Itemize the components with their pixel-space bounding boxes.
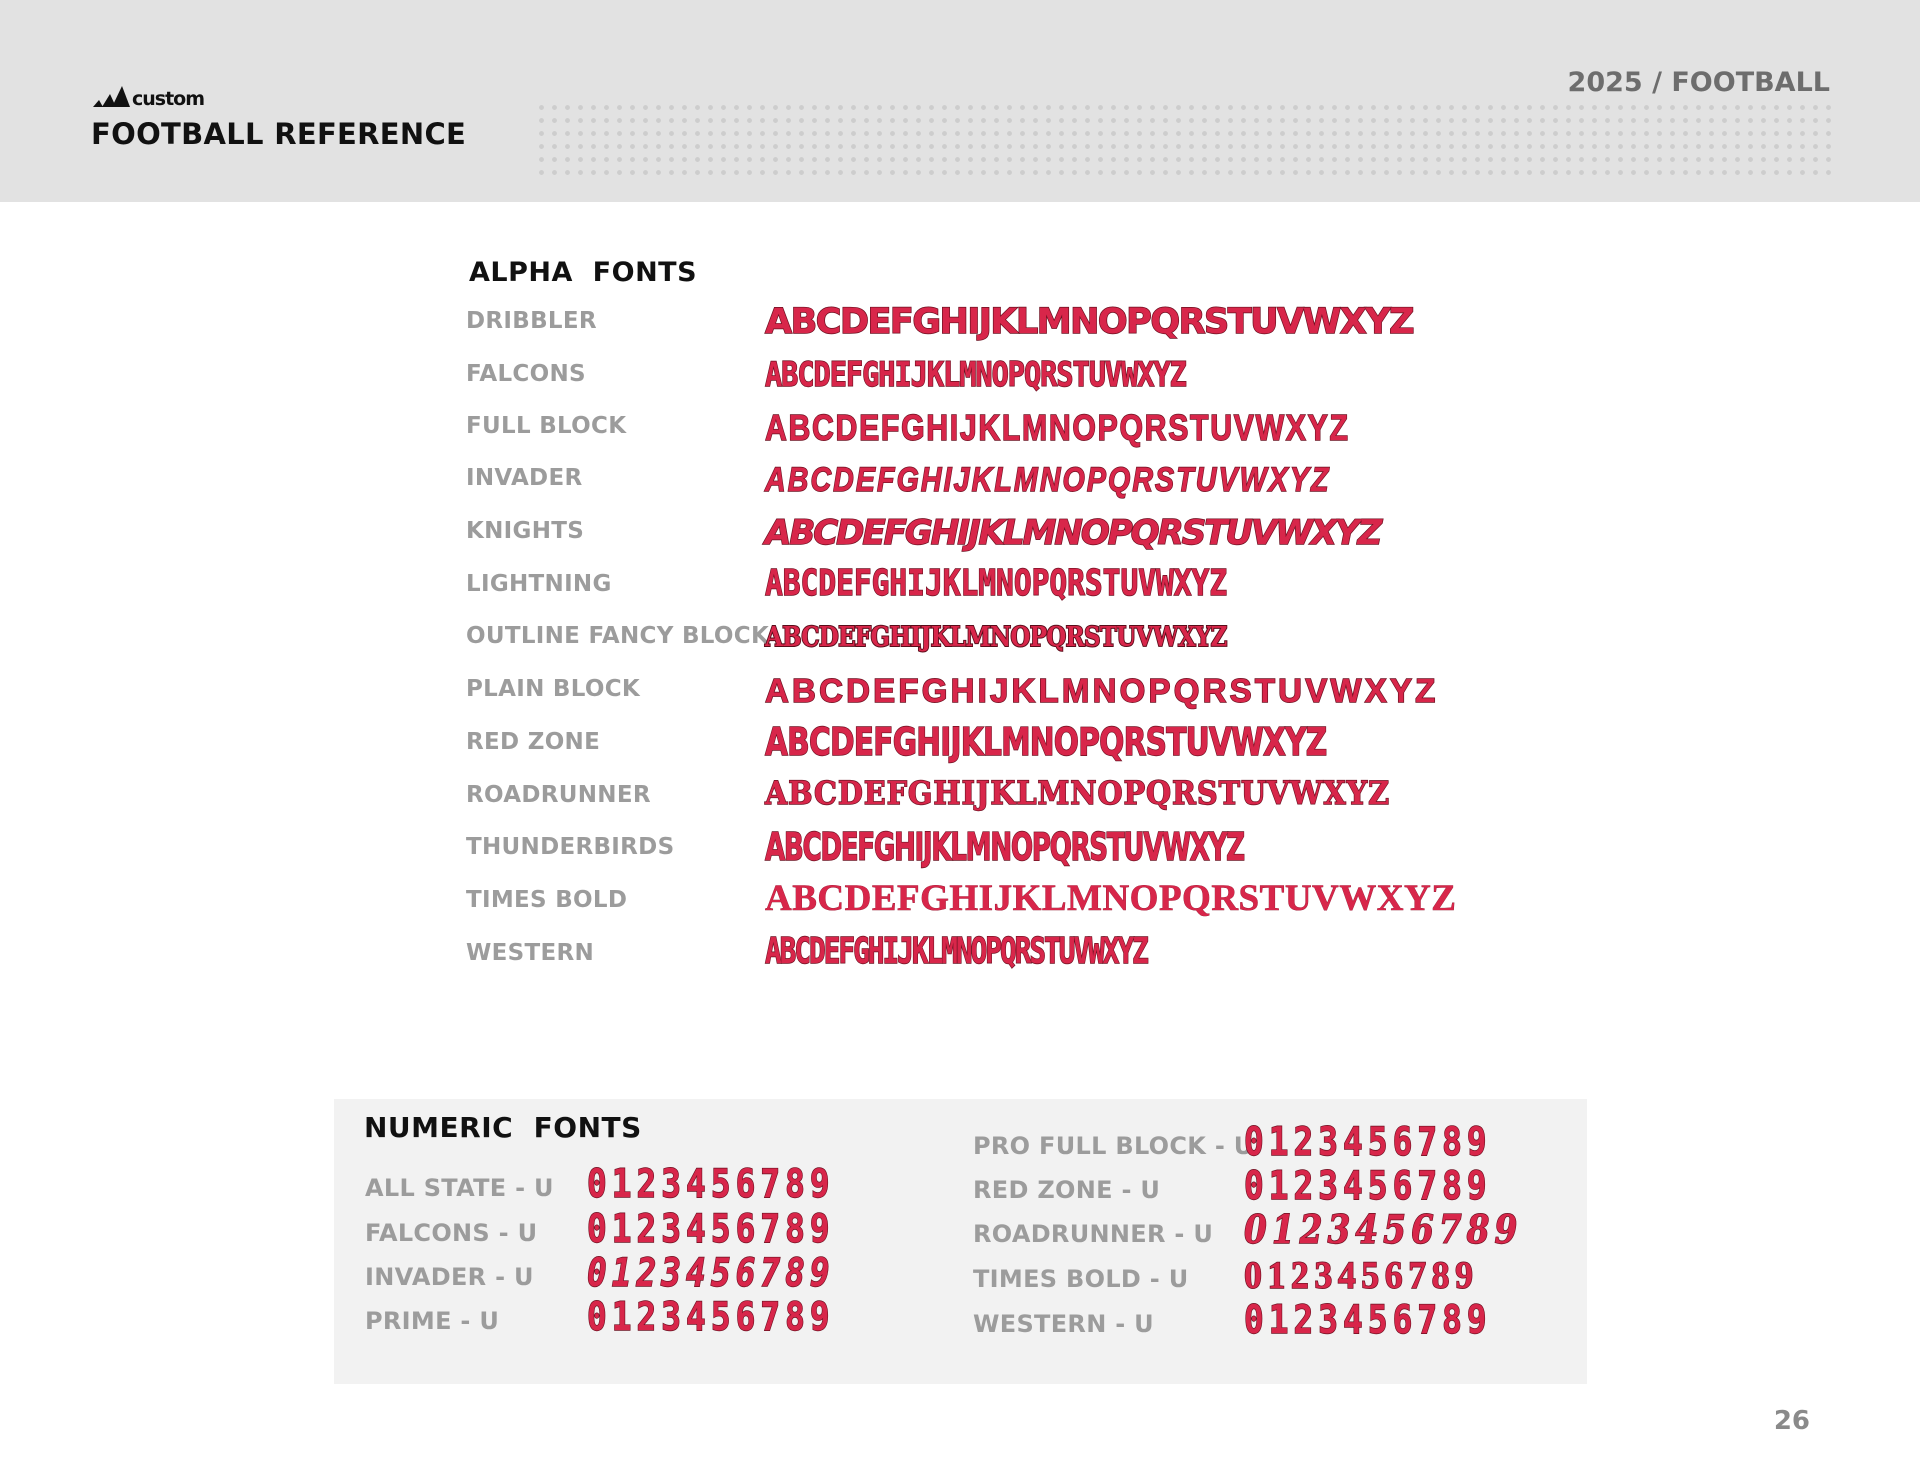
font-sample: ABCDEFGHIJKLMNOPQRSTUVWXYZ [765,622,1227,653]
font-sample: 0123456789 [1244,1298,1492,1343]
font-name: THUNDERBIRDS [466,834,675,860]
font-name: DRIBBLER [466,308,597,334]
font-sample: 0123456789 [587,1162,835,1207]
font-name: RED ZONE - U [973,1176,1161,1204]
font-name: WESTERN [466,940,595,966]
font-name: TIMES BOLD [466,887,628,913]
font-name: PRIME - U [365,1307,500,1335]
page-title: FOOTBALL REFERENCE [91,117,467,151]
font-sample: ABCDEFGHIJKLMNOPQRSTUVWXYZ [765,407,1350,448]
font-sample: ABCDEFGHIJKLMNOPQRSTUVWXYZ [765,513,1381,553]
font-sample: ABCDEFGHIJKLMNOPQRSTUVWXYZ [765,355,1186,395]
adidas-custom-logo [91,81,204,109]
font-name: OUTLINE FANCY BLOCK [466,623,770,649]
font-sample: ABCDEFGHIJKLMNOPQRSTUVWXYZ [765,302,1413,342]
font-name: RED ZONE [466,729,601,755]
font-sample: ABCDEFGHIJKLMNOPQRSTUVWXYZ [765,825,1244,869]
font-name: ROADRUNNER - U [973,1220,1214,1248]
font-name: LIGHTNING [466,571,612,597]
numeric-fonts-panel [334,1099,1587,1384]
font-sample: 0123456789 [587,1251,835,1296]
adidas-three-stripes-icon [91,83,131,109]
font-sample: ABCDEFGHIJKLMNOPQRSTUVWXYZ [765,720,1327,764]
dot-pattern [535,101,1835,183]
font-sample: 0123456789 [1244,1120,1492,1165]
font-sample: ABCDEFGHIJKLMNOPQRSTUVWXYZ [765,931,1147,972]
font-sample: 0123456789 [1244,1207,1523,1253]
alpha-fonts-title: ALPHA FONTS [469,257,698,288]
font-sample: ABCDEFGHIJKLMNOPQRSTUVWXYZ [765,878,1457,919]
font-name: INVADER [466,465,583,491]
font-name: FALCONS - U [365,1219,538,1247]
font-name: FULL BLOCK [466,413,627,439]
font-sample: 0123456789 [1244,1164,1492,1209]
font-name: PRO FULL BLOCK - U [973,1132,1254,1160]
font-name: KNIGHTS [466,518,585,544]
font-sample: ABCDEFGHIJKLMNOPQRSTUVWXYZ [765,672,1439,709]
font-name: PLAIN BLOCK [466,676,641,702]
font-sample: ABCDEFGHIJKLMNOPQRSTUVWXYZ [765,563,1228,604]
page-header [0,0,1920,202]
font-name: ROADRUNNER [466,782,651,808]
font-sample: 0123456789 [587,1207,835,1252]
font-sample: ABCDEFGHIJKLMNOPQRSTUVWXYZ [765,461,1331,499]
font-name: WESTERN - U [973,1310,1154,1338]
numeric-fonts-title: NUMERIC FONTS [364,1111,642,1144]
logo-text: custom [132,88,205,110]
font-name: TIMES BOLD - U [973,1265,1189,1293]
font-sample: 0123456789 [587,1295,835,1340]
font-sample: ABCDEFGHIJKLMNOPQRSTUVWXYZ [765,774,1391,812]
season-label: 2025 / FOOTBALL [1567,67,1830,98]
font-sample: 0123456789 [1244,1254,1479,1297]
font-name: ALL STATE - U [365,1174,554,1202]
font-name: FALCONS [466,361,586,387]
page-number: 26 [1773,1406,1810,1436]
font-name: INVADER - U [365,1263,534,1291]
